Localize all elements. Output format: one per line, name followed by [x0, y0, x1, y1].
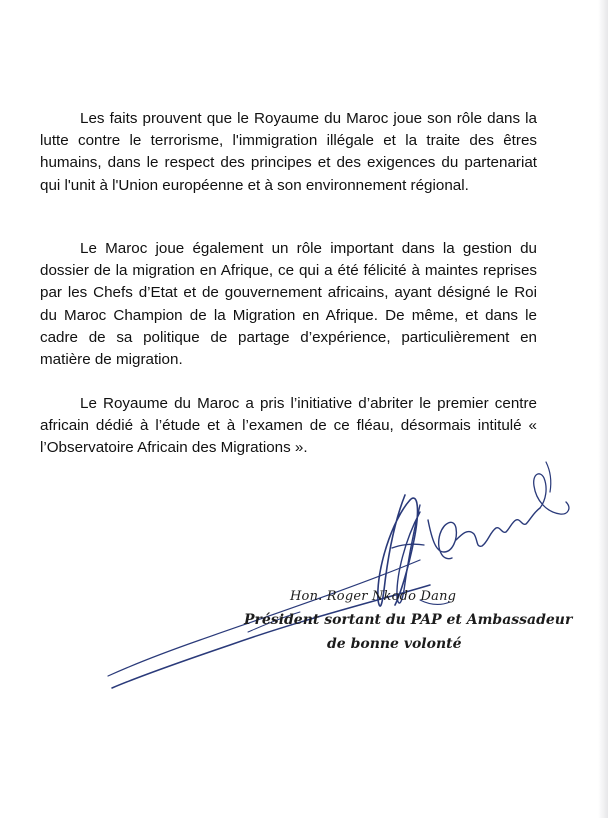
paragraph-migration-africa: Le Maroc joue également un rôle important dans la gestion du dossier de la migration en Afrique, ce qui a été félicité à maintes reprises par les Chefs d’Etat et de gouvernement africains, ayant désigné le Roi du Maroc Champion de la Migration en Afrique. De même, et dans le cadre de sa politique de partage d’expérience, particulièrement en matière de migration. [40, 240, 537, 369]
paragraph-terrorism: Les faits prouvent que le Royaume du Maroc joue son rôle dans la lutte contre le terrorisme, l'immigration illégale et la traite des êtres humains, dans le respect des principes et des exigences du partenariat qui l'unit à l'Union européenne et à son environnement régional. [40, 110, 537, 194]
page-edge-shadow [598, 0, 608, 818]
signatory-name: Hon. Roger Nkodo Dang [290, 589, 457, 604]
paragraph-observatory: Le Royaume du Maroc a pris l’initiative d’abriter le premier centre africain dédié à l’étude et à l’examen de ce fléau, désormais intitulé « l’Observatoire Africain des Migrations ». [40, 395, 537, 457]
signatory-title-line2: de bonne volonté [327, 636, 462, 652]
signatory-title-line1: Président sortant du PAP et Ambassadeur [244, 612, 573, 628]
